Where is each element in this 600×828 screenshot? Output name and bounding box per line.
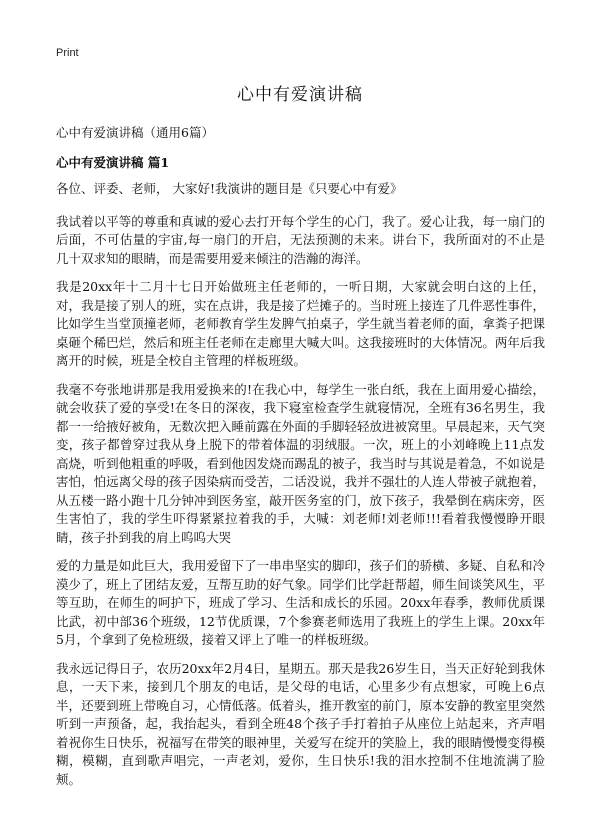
section-heading: 心中有爱演讲稿 篇1 <box>56 155 170 170</box>
paragraph-greeting: 各位、评委、老师， 大家好!我演讲的题目是《只要心中有爱》 <box>56 181 403 196</box>
document-body <box>56 180 545 799</box>
print-label[interactable]: Print <box>56 47 79 59</box>
document-title: 心中有爱演讲稿 <box>237 85 363 105</box>
paragraph: 爱的力量是如此巨大，我用爱留下了一串串坚实的脚印，孩子们的骄横、多疑、自私和冷漠少了，班上了团结友爱，互帮互助的好气象。同学们比学赶帮超，师生间谈笑风生，平等互助，在师生的呵护下，班成了学习、生活和成长的乐园。20xx年春季，教师优质课比武，初中部36个班级，12节优质课，7个参赛老师选用了我班上的学生上课。20xx年5月，个拿到了免检班级，接着又评上了唯一的样板班级。 <box>56 558 545 647</box>
paragraph: 我试着以平等的尊重和真诚的爱心去打开每个学生的心门，我了。爱心让我，每一扇门的后面，不可估量的宇宙,每一扇门的开启，无法预测的未来。讲台下，我所面对的不止是几十双求知的眼睛，而是需要用爱来倾注的浩瀚的海洋。 <box>56 213 545 266</box>
paragraph: 我永远记得日子，农历20xx年2月4日，星期五。那天是我26岁生日，当天正好轮到我休息，一天下来，接到几个朋友的电话，是父母的电话，心里多少有点想家，可晚上6点半，还要到班上带晚自习，心情低落。低着头，推开教室的前门，原本安静的教室里突然听到一声预备，起，我抬起头，看到全班48个孩子手打着拍子从座位上站起来，齐声唱着祝你生日快乐，祝福写在带笑的眼神里，关爱写在绽开的笑脸上，我的眼睛慢慢变得模糊，模糊，直到歌声唱完，一声老刘，爱你，生日快乐!我的泪水控制不住地流满了脸颊。 <box>56 660 545 787</box>
paragraph: 我毫不夸张地讲那是我用爱换来的!在我心中，每学生一张白纸，我在上面用爱心描绘，就会收获了爱的享受!在冬日的深夜，我下寝室检查学生就寝情况，全班有36名男生，我都一一给掖好被角，无数次把入睡前露在外面的手脚轻轻放进被窝里。早晨起来，天气突变，孩子都曾穿过我从身上脱下的带着体温的羽绒服。一次，班上的小刘峰晚上11点发高烧，听到他粗重的呼吸，看到他因发烧而踢乱的被子，我当时与其说是着急，不如说是害怕，怕远离父母的孩子因染病而受苦，二话没说，我并不强壮的人连人带被子就抱着，从五楼一路小跑十几分钟冲到医务室，敲开医务室的门，放下孩子，我晕倒在病床旁，医生害怕了，我的学生吓得紧紧拉着我的手，大喊：刘老师!刘老师!!!看着我慢慢睁开眼睛，孩子扑到我的肩上呜呜大哭 <box>56 381 545 545</box>
document-subtitle: 心中有爱演讲稿（通用6篇） <box>56 125 214 140</box>
paragraph: 我是20xx年十二月十七日开始做班主任老师的，一听日期，大家就会明白这的上任，对，我是接了别人的班，实在点讲，我是接了烂摊子的。当时班上接连了几件恶性事件，比如学生当堂顶撞老师，老师教育学生发脾气拍桌子，学生就当着老师的面，拿粪子把课桌砸个稀巴烂，然后和班主任老师在走廊里大喊大叫。这我接班时的大体情况。两年后我离开的时候，班是全校自主管理的样板班级。 <box>56 279 545 368</box>
